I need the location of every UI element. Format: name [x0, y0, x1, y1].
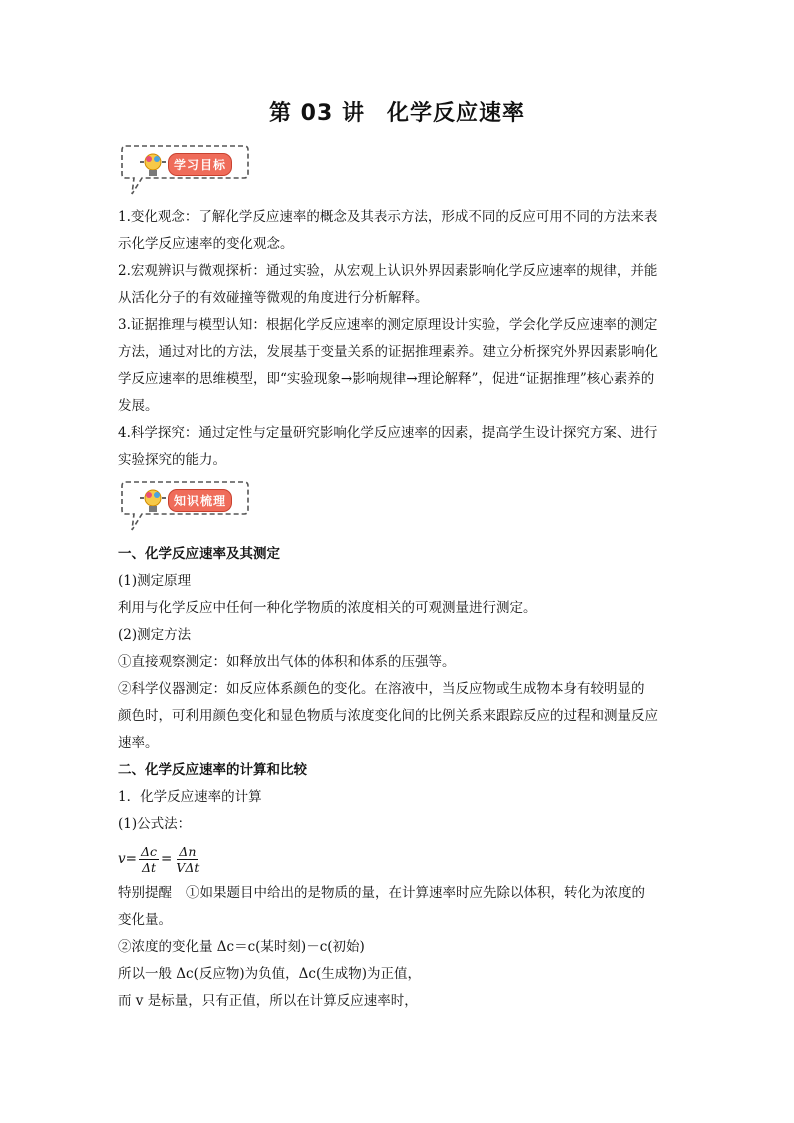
goal-3-line-1: 3.证据推理与模型认知：根据化学反应速率的测定原理设计实验，学会化学反应速率的测定 [118, 317, 658, 333]
knowledge-badge [118, 476, 252, 536]
tip-label: 特别提醒 [118, 885, 172, 901]
fraction-1-numerator: Δc [140, 843, 157, 859]
rate-formula [118, 838, 678, 880]
special-tip [118, 880, 678, 907]
tip-text: ①如果题目中给出的是物质的量，在计算速率时应先除以体积，转化为浓度的 [186, 885, 645, 901]
fraction-2-numerator: Δn [179, 843, 197, 859]
lecture-number: 第 03 讲 [269, 101, 365, 126]
section-2-para: 变化量。 [118, 912, 172, 928]
goal-4-line-1: 4.科学探究：通过定性与定量研究影响化学反应速率的因素，提高学生设计探究方案、进行 [118, 425, 658, 441]
lecture-topic: 化学反应速率 [386, 101, 525, 126]
section-1-para: 利用与化学反应中任何一种化学物质的浓度相关的可观测量进行测定。 [118, 600, 537, 616]
fraction-1-denominator: Δt [141, 859, 156, 875]
section-1-para: (1)测定原理 [118, 573, 192, 589]
section-1 [118, 541, 678, 1015]
goal-4-line-2: 实验探究的能力。 [118, 452, 226, 468]
section-1-heading: 一、化学反应速率及其测定 [118, 546, 280, 562]
lightbulb-icon [138, 150, 168, 180]
formula-lhs: v [118, 850, 126, 867]
goal-3-line-3: 学反应速率的思维模型，即“实验现象→影响规律→理论解释”，促进“证据推理”核心素养的 [118, 371, 655, 387]
goal-3-line-2: 方法，通过对比的方法，发展基于变量关系的证据推理素养。建立分析探究外界因素影响化 [118, 344, 658, 360]
section-2-heading: 二、化学反应速率的计算和比较 [118, 762, 307, 778]
goal-3-line-4: 发展。 [118, 398, 159, 414]
page-title [0, 96, 794, 127]
knowledge-label: 知识梳理 [168, 489, 232, 512]
section-2-para: 所以一般 Δc(反应物)为负值，Δc(生成物)为正值， [118, 966, 421, 982]
section-1-para: 颜色时，可利用颜色变化和显色物质与浓度变化间的比例关系来跟踪反应的过程和测量反应 [118, 708, 658, 724]
fraction-1 [139, 844, 159, 875]
section-2-para: ②浓度的变化量 Δc＝c(某时刻)－c(初始) [118, 939, 365, 955]
formula-equals: = [125, 850, 137, 867]
learning-goals-label: 学习目标 [168, 153, 232, 176]
learning-goals-list [118, 204, 678, 474]
section-2-para: 而 v 是标量，只有正值，所以在计算反应速率时， [118, 993, 418, 1009]
fraction-2-denominator: VΔt [176, 859, 200, 875]
fraction-2 [174, 844, 201, 875]
formula-equals: = [160, 850, 173, 867]
learning-goals-badge [118, 140, 252, 200]
section-1-para: 速率。 [118, 735, 159, 751]
goal-2-line-1: 2.宏观辨识与微观探析：通过实验，从宏观上认识外界因素影响化学反应速率的规律，并能 [118, 263, 658, 279]
section-1-para: ②科学仪器测定：如反应体系颜色的变化。在溶液中，当反应物或生成物本身有较明显的 [118, 681, 645, 697]
goal-1-line-1: 1.变化观念：了解化学反应速率的概念及其表示方法，形成不同的反应可用不同的方法来表 [118, 209, 658, 225]
goal-1-line-2: 示化学反应速率的变化观念。 [118, 236, 294, 252]
section-1-para: (2)测定方法 [118, 627, 192, 643]
section-2-para: 1．化学反应速率的计算 [118, 789, 262, 805]
lightbulb-icon [138, 486, 168, 516]
goal-2-line-2: 从活化分子的有效碰撞等微观的角度进行分析解释。 [118, 290, 429, 306]
section-2-para: (1)公式法： [118, 816, 192, 832]
section-1-para: ①直接观察测定：如释放出气体的体积和体系的压强等。 [118, 654, 456, 670]
